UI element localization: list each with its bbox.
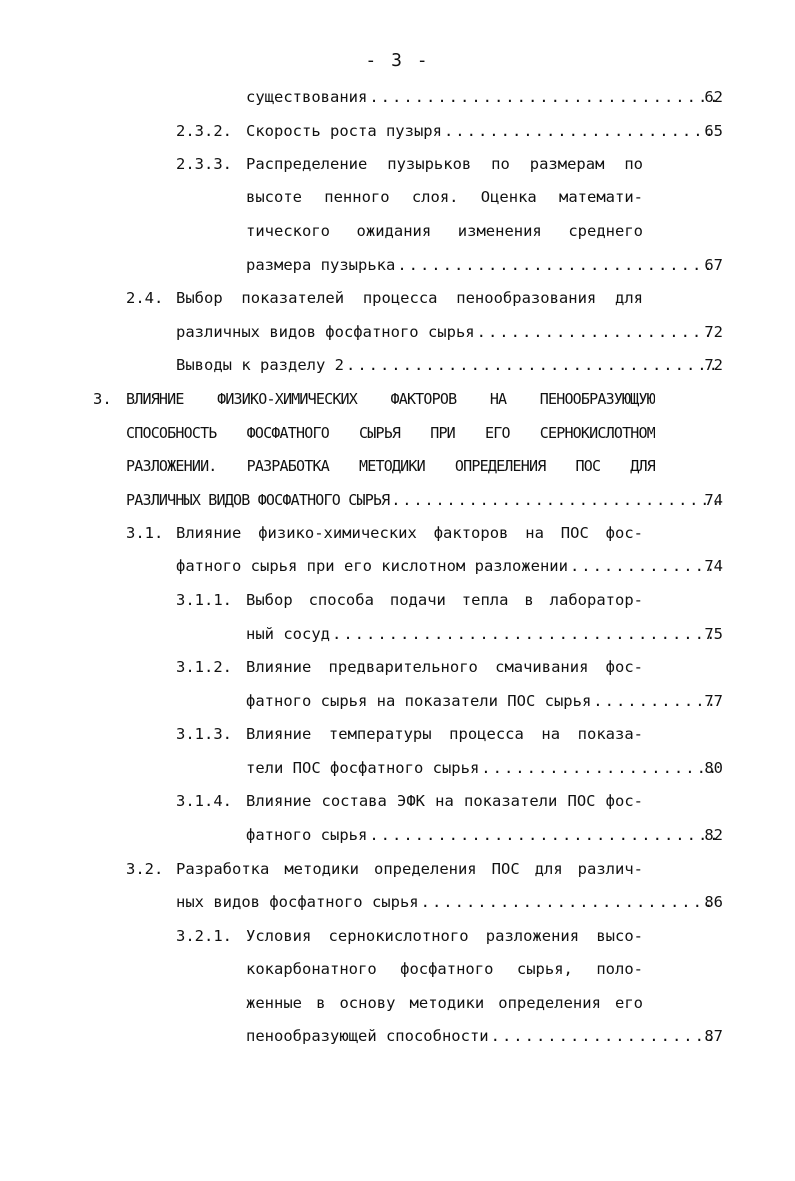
dot-leader xyxy=(369,822,717,848)
dot-leader xyxy=(346,352,717,378)
toc-section-number: 2.3.3. xyxy=(176,155,232,173)
toc-entry-leader xyxy=(246,822,717,848)
toc-entry-text: Влияние состава ЭФК на показатели ПОС фос- xyxy=(246,792,643,810)
toc-page-ref: 75 xyxy=(704,625,723,643)
toc-entry-text: фатного сырья xyxy=(246,826,368,844)
dot-leader xyxy=(397,252,717,278)
toc-section-number: 3.1. xyxy=(126,524,164,542)
toc-entry-leader xyxy=(246,621,717,647)
toc-entry-leader xyxy=(126,487,717,513)
toc-entry-text: ВЛИЯНИЕ ФИЗИКО-ХИМИЧЕСКИХ ФАКТОРОВ НА ПЕНООБРАЗУЮЩУЮ xyxy=(126,390,655,408)
toc-page-ref: 72 xyxy=(704,356,723,374)
toc-entry-text: Влияние температуры процесса на показа- xyxy=(246,725,643,743)
toc-entry-text: тического ожидания изменения среднего xyxy=(246,222,643,240)
dot-leader xyxy=(481,755,717,781)
toc-entry-text: Влияние предварительного смачивания фос- xyxy=(246,658,643,676)
toc-entry-text: РАЗЛОЖЕНИИ. РАЗРАБОТКА МЕТОДИКИ ОПРЕДЕЛЕНИЯ ПОС ДЛЯ xyxy=(126,457,655,475)
toc-section-number: 3.1.2. xyxy=(176,658,232,676)
toc-entry-leader xyxy=(246,118,717,144)
toc-entry-text: кокарбонатного фосфатного сырья, поло- xyxy=(246,960,643,978)
dot-leader xyxy=(444,118,717,144)
toc-entry-leader xyxy=(246,1023,717,1049)
toc-page-ref: 86 xyxy=(704,893,723,911)
toc-entry-text: ный сосуд xyxy=(246,625,330,643)
toc-entry-text: фатного сырья при его кислотном разложении xyxy=(176,557,568,575)
toc-page-ref: 82 xyxy=(704,826,723,844)
toc-entry-text: существования xyxy=(246,88,368,106)
toc-page-ref: 74 xyxy=(704,557,723,575)
toc-entry-text: различных видов фосфатного сырья xyxy=(176,323,475,341)
toc-entry-text: Выбор показателей процесса пенообразования для xyxy=(176,289,643,307)
toc-entry-leader xyxy=(246,688,717,714)
toc-entry-text: Скорость роста пузыря xyxy=(246,122,442,140)
toc-entry-text: Влияние физико-химических факторов на ПОС фос- xyxy=(176,524,643,542)
toc-entry-text: Выводы к разделу 2 xyxy=(176,356,344,374)
toc-entry-text: высоте пенного слоя. Оценка математи- xyxy=(246,188,643,206)
toc-section-number: 3.2. xyxy=(126,860,164,878)
dot-leader xyxy=(391,487,717,513)
toc-entry-leader xyxy=(176,319,717,345)
toc-section-number: 3.1.1. xyxy=(176,591,232,609)
toc-entry-text: ных видов фосфатного сырья xyxy=(176,893,419,911)
toc-entry-text: размера пузырька xyxy=(246,256,396,274)
dot-leader xyxy=(421,889,717,915)
toc-entry-text: СПОСОБНОСТЬ ФОСФАТНОГО СЫРЬЯ ПРИ ЕГО СЕРНОКИСЛОТНОМ xyxy=(126,424,655,442)
dot-leader xyxy=(491,1023,717,1049)
toc-section-number: 3. xyxy=(93,390,112,408)
toc-entry-text: фатного сырья на показатели ПОС сырья xyxy=(246,692,592,710)
toc-section-number: 3.2.1. xyxy=(176,927,232,945)
toc-entry-text: Условия сернокислотного разложения высо- xyxy=(246,927,643,945)
toc-page-ref: 74 xyxy=(704,491,723,509)
toc-entry-leader xyxy=(176,352,717,378)
toc-entry-leader xyxy=(246,84,717,110)
toc-entry-text: пенообразующей способности xyxy=(246,1027,489,1045)
toc-entry-leader xyxy=(176,553,717,579)
toc-entry-text: Разработка методики определения ПОС для различ- xyxy=(176,860,643,878)
toc-page-ref: 65 xyxy=(704,122,723,140)
dot-leader xyxy=(369,84,717,110)
toc-entry-text: РАЗЛИЧНЫХ ВИДОВ ФОСФАТНОГО СЫРЬЯ xyxy=(126,491,390,509)
toc-section-number: 2.4. xyxy=(126,289,164,307)
dot-leader xyxy=(477,319,717,345)
toc-entry-leader xyxy=(176,889,717,915)
toc-page-ref: 67 xyxy=(704,256,723,274)
toc-entry-leader xyxy=(246,755,717,781)
toc-page-ref: 72 xyxy=(704,323,723,341)
toc-section-number: 3.1.4. xyxy=(176,792,232,810)
toc-section-number: 2.3.2. xyxy=(176,122,232,140)
toc-page-ref: 80 xyxy=(704,759,723,777)
toc-entry-text: Распределение пузырьков по размерам по xyxy=(246,155,643,173)
toc-page-ref: 87 xyxy=(704,1027,723,1045)
toc-entry-text: Выбор способа подачи тепла в лаборатор- xyxy=(246,591,643,609)
toc-entry-text: тели ПОС фосфатного сырья xyxy=(246,759,480,777)
toc-page-ref: 77 xyxy=(704,692,723,710)
page-number: - 3 - xyxy=(365,50,430,71)
toc-entry-leader xyxy=(246,252,717,278)
toc-entry-text: женные в основу методики определения его xyxy=(246,994,643,1012)
dot-leader xyxy=(332,621,717,647)
toc-page-ref: 62 xyxy=(704,88,723,106)
toc-section-number: 3.1.3. xyxy=(176,725,232,743)
